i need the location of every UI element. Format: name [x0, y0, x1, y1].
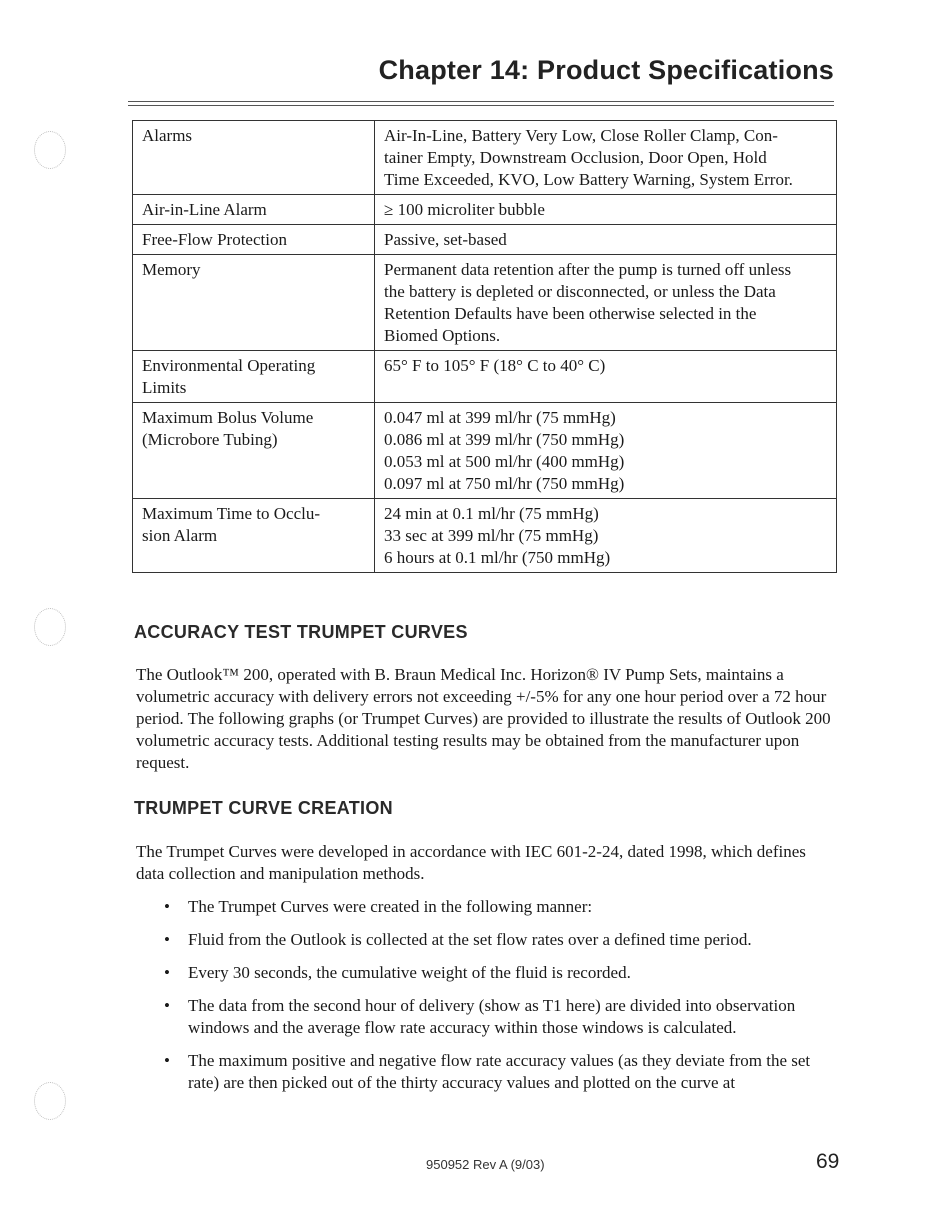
spec-label: Maximum Bolus Volume (Microbore Tubing) — [133, 403, 375, 499]
spec-value: ≥ 100 microliter bubble — [375, 195, 837, 225]
spec-row — [133, 225, 837, 255]
punch-hole-middle — [34, 608, 66, 646]
section-heading-accuracy: ACCURACY TEST TRUMPET CURVES — [134, 622, 468, 642]
section-heading-creation: TRUMPET CURVE CREATION — [134, 798, 393, 818]
spec-row — [133, 195, 837, 225]
spec-label: Free-Flow Protection — [133, 225, 375, 255]
spec-value: Permanent data retention after the pump is turned off unless the battery is depleted or disconnected, or unless the Data Retention Defaults have been otherwise selected in the Biomed Options. — [375, 255, 837, 351]
punch-hole-bottom — [34, 1082, 66, 1120]
spec-row — [133, 403, 837, 499]
spec-value: Passive, set-based — [375, 225, 837, 255]
accuracy-paragraph: The Outlook™ 200, operated with B. Braun Medical Inc. Horizon® IV Pump Sets, maintains a volumetric accuracy with delivery errors not exceeding +/-5% for any one hour period over a 72 hour period. The following graphs (or Trumpet Curves) are provided to illustrate the results of Outlook 200 volumetric accuracy tests. Additional testing results may be obtained from the manufacturer upon request. — [136, 665, 831, 772]
spec-row — [133, 351, 837, 403]
spec-value: 65° F to 105° F (18° C to 40° C) — [375, 351, 837, 403]
spec-label: Alarms — [133, 121, 375, 195]
spec-table — [132, 120, 837, 573]
spec-row — [133, 255, 837, 351]
header-rule-bottom — [128, 105, 834, 106]
bullet-item: • Every 30 seconds, the cumulative weight of the fluid is recorded. — [160, 962, 836, 984]
footer-revision: 950952 Rev A (9/03) — [426, 1157, 545, 1172]
spec-value: 0.047 ml at 399 ml/hr (75 mmHg) 0.086 ml at 399 ml/hr (750 mmHg) 0.053 ml at 500 ml/hr (400 mmHg) 0.097 ml at 750 ml/hr (750 mmHg) — [375, 403, 837, 499]
header-rule-top — [128, 101, 834, 102]
creation-bullet-list — [160, 896, 836, 1105]
spec-label: Maximum Time to Occlu- sion Alarm — [133, 499, 375, 573]
bullet-item: • The Trumpet Curves were created in the following manner: — [160, 896, 836, 918]
chapter-title: Chapter 14: Product Specifications — [378, 55, 834, 85]
spec-value: Air-In-Line, Battery Very Low, Close Roller Clamp, Con- tainer Empty, Downstream Occlusion, Door Open, Hold Time Exceeded, KVO, Low Battery Warning, System Error. — [375, 121, 837, 195]
creation-paragraph: The Trumpet Curves were developed in accordance with IEC 601-2-24, dated 1998, which defines data collection and manipulation methods. — [136, 842, 806, 883]
punch-hole-top — [34, 131, 66, 169]
spec-value: 24 min at 0.1 ml/hr (75 mmHg) 33 sec at 399 ml/hr (75 mmHg) 6 hours at 0.1 ml/hr (750 mmHg) — [375, 499, 837, 573]
bullet-item: • The maximum positive and negative flow rate accuracy values (as they deviate from the set rate) are then picked out of the thirty accuracy values and plotted on the curve at — [160, 1050, 836, 1094]
spec-row — [133, 499, 837, 573]
spec-label: Environmental Operating Limits — [133, 351, 375, 403]
bullet-item: • The data from the second hour of delivery (show as T1 here) are divided into observation windows and the average flow rate accuracy within those windows is calculated. — [160, 995, 836, 1039]
bullet-item: • Fluid from the Outlook is collected at the set flow rates over a defined time period. — [160, 929, 836, 951]
spec-label: Air-in-Line Alarm — [133, 195, 375, 225]
spec-row — [133, 121, 837, 195]
page-number: 69 — [816, 1150, 840, 1173]
spec-label: Memory — [133, 255, 375, 351]
